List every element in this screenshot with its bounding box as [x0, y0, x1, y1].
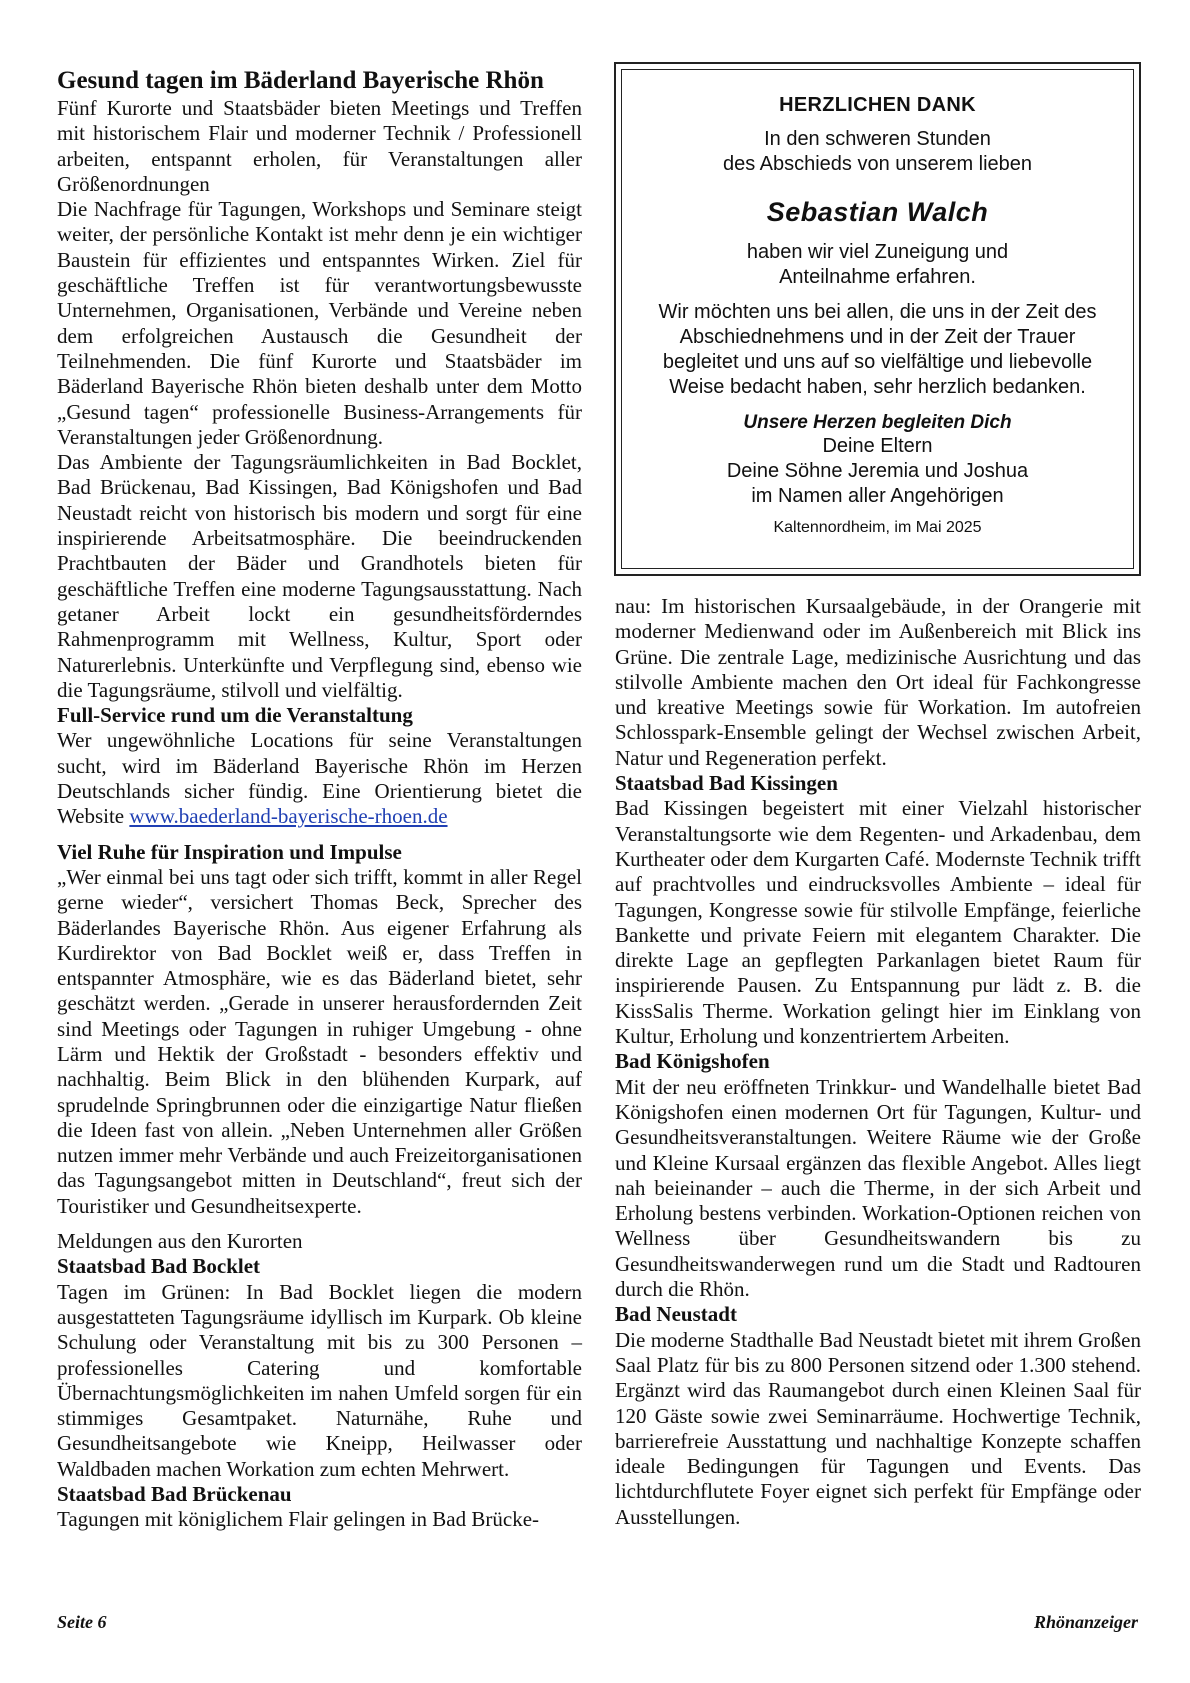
- notice-content: [622, 94, 1133, 537]
- thank-you-notice: [614, 62, 1141, 576]
- brueckenau-heading: Staatsbad Bad Brückenau: [57, 1482, 292, 1507]
- notice-body-1: Wir möchten uns bei allen, die uns in der Zeit des: [658, 301, 1097, 323]
- notice-signature-3: im Namen aller Angehörigen: [751, 485, 1004, 507]
- notice-body-3: begleitet und uns auf so vielfältige und liebevolle: [662, 351, 1093, 373]
- brueckenau-paragraph-start: Tagungen mit königlichem Flair gelingen in Bad Brücke-: [57, 1507, 540, 1532]
- bocklet-paragraph: Tagen im Grünen: In Bad Bocklet liegen die modern ausgestatteten Tagungsräume idyllisch im Kurpark. Ob kleine Schulung oder Veranstaltung mit bis zu 300 Personen – professionelles Catering und komfortable Übernachtungsmöglichkeiten im nahen Umfeld sorgen für ein stimmiges Gesamtpaket. Naturnähe, Ruhe und Gesundheitsangebote wie Kneipp, Heilwasser oder Waldbaden machen Workation zum echten Mehrwert.: [57, 1279, 582, 1481]
- kissingen-paragraph: Bad Kissingen begeistert mit einer Vielzahl historischer Veranstaltungsorte wie dem Regenten- und Arkadenbau, dem Kurtheater oder dem Kurgarten Café. Modernste Technik trifft auf prachtvolles und eindrucksvolles Ambiente – ideal für Tagungen, Kongresse sowie für stilvolle Empfänge, feierliche Bankette und private Feiern mit elegantem Charakter. Die direkte Lage an gepflegten Parkanlagen bietet Raum für inspirierende Pausen. Zu Entspannung pur lädt z. B. die KissSalis Therme. Workation gelingt hier im Einklang von Kultur, Erholung und konzentriertem Arbeiten.: [615, 796, 1141, 1049]
- notice-line-1: In den schweren Stunden: [764, 128, 991, 150]
- article-intro-paragraph: Die Nachfrage für Tagungen, Workshops und Seminare steigt weiter, der persönliche Kontakt ist mehr denn je ein wichtiger Baustein für effizientes und entspanntes Wirken. Ziel für geschäftliche Treffen ist für verantwortungsbewusste Unternehmen, Organisationen, Verbände und Vereine neben dem erfolgreichen Austausch die Gesundheit der Teilnehmenden. Die fünf Kurorte und Staatsbäder im Bäderland Bayerische Rhön bieten deshalb unter dem Motto „Gesund tagen“ professionelle Business-Arrangements für Veranstaltungen jeder Größenordnung.: [57, 197, 582, 449]
- neustadt-heading: Bad Neustadt: [615, 1302, 737, 1327]
- kissingen-heading: Staatsbad Bad Kissingen: [615, 771, 838, 796]
- notice-inner-border: [621, 69, 1134, 569]
- ruhe-heading: Viel Ruhe für Inspiration und Impulse: [57, 839, 402, 864]
- notice-line-2: des Abschieds von unserem lieben: [722, 153, 1033, 175]
- notice-place-date: Kaltennordheim, im Mai 2025: [773, 519, 982, 536]
- page-number: Seite 6: [57, 1612, 107, 1632]
- publication-name: Rhönanzeiger: [1033, 1612, 1138, 1632]
- article-ambiente-paragraph: Das Ambiente der Tagungsräumlichkeiten in Bad Bocklet, Bad Brückenau, Bad Kissingen, Bad Königshofen und Bad Neustadt reicht von historisch bis modern und sorgt für eine inspirierende Arbeitsatmosphäre. Die beeindruckenden Prachtbauten der Bäder und Grandhotels bieten für geschäftliche Treffen eine moderne Tagungsausstattung. Nach getaner Arbeit lockt ein gesundheitsförderndes Rahmenprogramm mit Wellness, Kultur, Sport oder Naturerlebnis. Unterkünfte und Verpflegung sind, ebenso wie die Tagungsräume, stilvoll und vielfältig.: [57, 450, 582, 702]
- right-column: [615, 594, 1141, 1530]
- koenigshofen-paragraph: Mit der neu eröffneten Trinkkur- und Wandelhalle bietet Bad Königshofen einen modernen Ort für Tagungen, Kultur- und Gesundheitsveranstaltungen. Weitere Räume wie der Große und Kleine Kursaal ergänzen das flexible Angebot. Alles liegt nah beieinander – auch die Therme, in der sich Arbeit und Erholung bestens verbinden. Workation-Optionen reichen von Wellness über Gesundheitswandern bis zu Gesundheitswanderwegen rund um die Stadt und Radtouren durch die Rhön.: [615, 1074, 1141, 1302]
- ruhe-paragraph: „Wer einmal bei uns tagt oder sich trifft, kommt in aller Regel gerne wieder“, versichert Thomas Beck, Sprecher des Bäderlandes Bayerische Rhön. Aus eigener Erfahrung als Kurdirektor von Bad Bocklet weiß er, dass Treffen in entspannter Atmosphäre, wie es das Bäderland bietet, sehr geschätzt werden. „Gerade in unserer herausfordernden Zeit sind Meetings oder Tagungen in ruhiger Umgebung - ohne Lärm und Hektik der Großstadt - besonders effektiv und nachhaltig. Beim Blick in den blühenden Kurpark, auf sprudelnde Springbrunnen oder die einzigartige Natur fließen die Ideen fast von allein. „Neben Unternehmen aller Größen nutzen immer mehr Verbände und auch Freizeitorganisationen das Tagungsangebot mitten in Deutschland“, freut sich der Touristiker und Gesundheitsexperte.: [57, 864, 582, 1218]
- notice-deceased-name: Sebastian Walch: [766, 197, 989, 227]
- article-title: Gesund tagen im Bäderland Bayerische Rhön: [57, 67, 544, 94]
- website-link[interactable]: www.baederland-bayerische-rhoen.de: [129, 804, 448, 829]
- fullservice-paragraph: [57, 728, 582, 829]
- notice-signature-1: Deine Eltern: [822, 435, 933, 457]
- koenigshofen-heading: Bad Königshofen: [615, 1049, 770, 1074]
- notice-line-4: Anteilnahme erfahren.: [779, 266, 976, 288]
- notice-title: HERZLICHEN DANK: [779, 94, 976, 116]
- article-intro-subtitle: Fünf Kurorte und Staatsbäder bieten Meetings und Treffen mit historischem Flair und moderner Technik / Professionell arbeiten, entspannt erholen, für Veranstaltungen aller Größenordnungen: [57, 96, 582, 196]
- notice-closing: Unsere Herzen begleiten Dich: [743, 412, 1012, 433]
- brueckenau-paragraph-continued: nau: Im historischen Kursaalgebäude, in der Orangerie mit moderner Medienwand oder im Außenbereich mit Blick ins Grüne. Die zentrale Lage, medizinische Ausrichtung und das stilvolle Ambiente machen den Ort ideal für Fachkongresse und kreative Meetings sowie für Workation. Im autofreien Schlosspark-Ensemble gelingt der Wechsel zwischen Arbeit, Natur und Regeneration perfekt.: [615, 594, 1141, 770]
- neustadt-paragraph: Die moderne Stadthalle Bad Neustadt bietet mit ihrem Großen Saal Platz für bis zu 800 Personen sitzend oder 1.300 stehend. Ergänzt wird das Raumangebot durch einen Kleinen Saal für 120 Gäste sowie zwei Seminarräume. Hochwertige Technik, barrierefreie Ausstattung und nachhaltige Konzepte schaffen ideale Bedingungen für Tagungen und Events. Das lichtdurchflutete Foyer eignet sich perfekt für Empfänge oder Ausstellungen.: [615, 1327, 1141, 1529]
- bocklet-heading: Staatsbad Bad Bocklet: [57, 1254, 261, 1279]
- fullservice-text: Wer ungewöhnliche Locations für seine Veranstaltungen sucht, wird im Bäderland Bayerische Rhön im Herzen Deutschlands sicher fündig. Eine Orientierung bietet die Website: [57, 728, 582, 829]
- notice-body-2: Abschiednehmens und in der Zeit der Trauer: [679, 326, 1076, 348]
- notice-body-4: Weise bedacht haben, sehr herzlich bedanken.: [669, 376, 1086, 398]
- meldungen-label: Meldungen aus den Kurorten: [57, 1229, 303, 1254]
- notice-signature-2: Deine Söhne Jeremia und Joshua: [726, 460, 1029, 482]
- left-column: [57, 66, 582, 1533]
- notice-line-3: haben wir viel Zuneigung und: [746, 241, 1009, 263]
- fullservice-heading: Full-Service rund um die Veranstaltung: [57, 703, 413, 728]
